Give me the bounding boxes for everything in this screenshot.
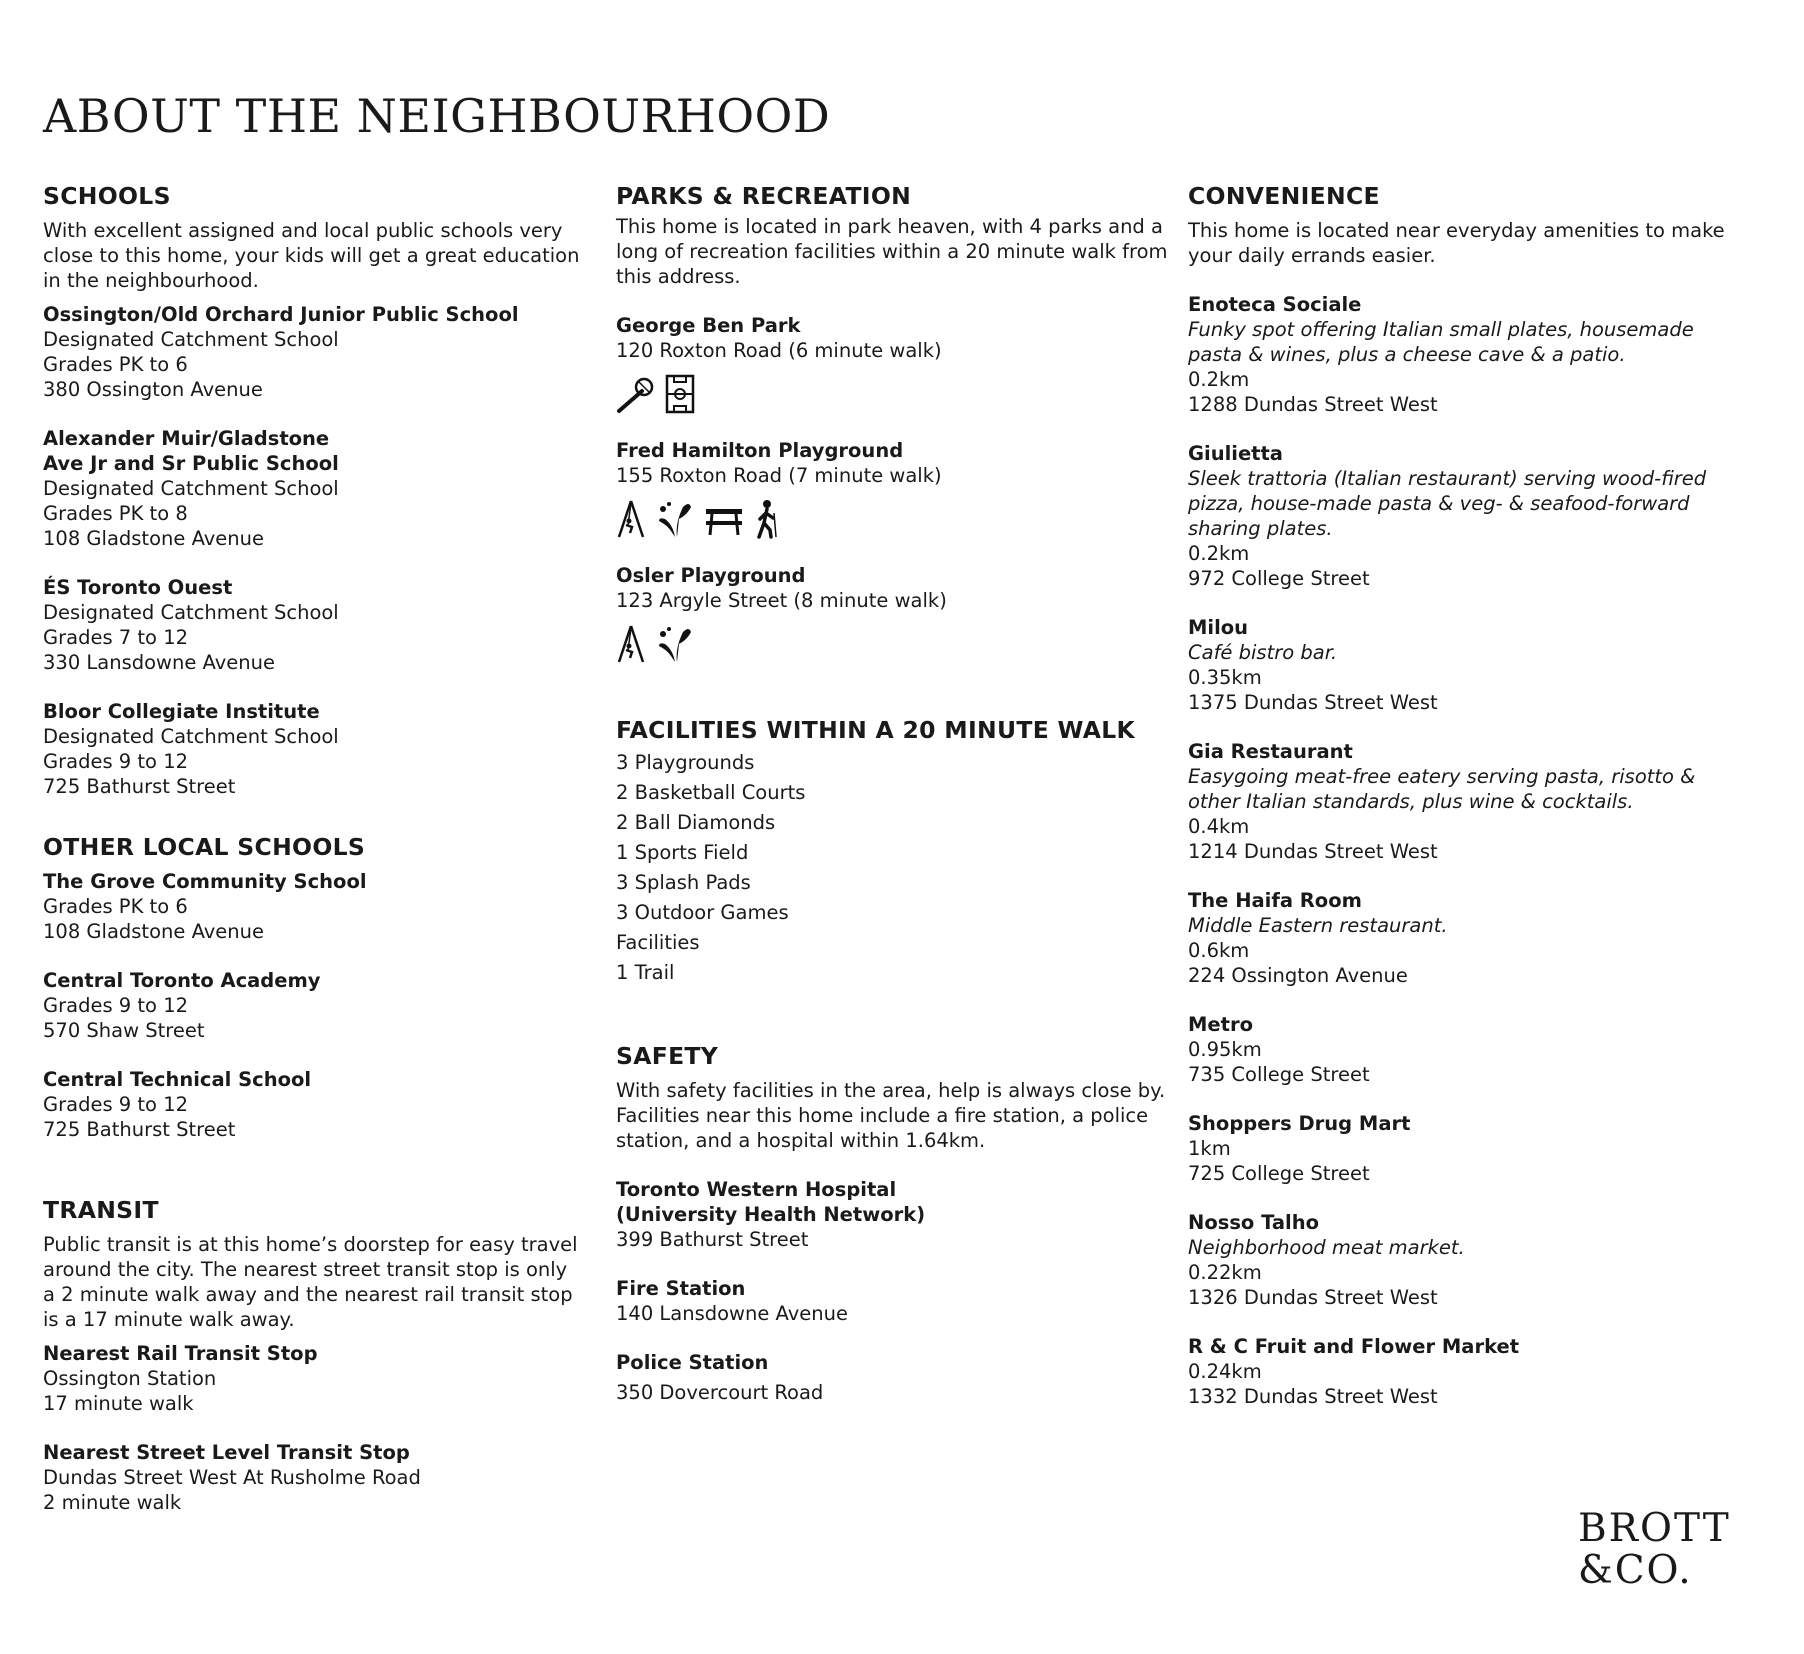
school-name: Ave Jr and Sr Public School	[43, 452, 339, 475]
list-item: 3 Outdoor Games	[616, 901, 789, 924]
transit-label: Nearest Street Level Transit Stop	[43, 1441, 410, 1464]
amenity-distance: 0.4km	[1188, 815, 1250, 838]
amenity-name: The Haifa Room	[1188, 889, 1362, 912]
amenity-address: 1288 Dundas Street West	[1188, 393, 1438, 416]
splash-pad-icon	[655, 499, 695, 539]
parks-intro: This home is located in park heaven, with 4 parks and a long of recreation facilities within a 20 minute walk from this address.	[616, 215, 1168, 288]
school-grades: Grades 7 to 12	[43, 626, 189, 649]
section-heading-facilities: FACILITIES WITHIN A 20 MINUTE WALK	[616, 716, 1135, 744]
section-heading-parks: PARKS & RECREATION	[616, 182, 912, 210]
school-address: 330 Lansdowne Avenue	[43, 651, 276, 674]
amenity-distance: 0.35km	[1188, 666, 1262, 689]
amenity-item	[1188, 739, 1748, 864]
safety-name: Fire Station	[616, 1277, 746, 1300]
page-title: ABOUT THE NEIGHBOURHOOD	[43, 89, 831, 143]
transit-walk: 2 minute walk	[43, 1491, 182, 1514]
schools-intro: With excellent assigned and local public schools very close to this home, your kids will get a great education in the neighbourhood.	[43, 219, 580, 292]
amenity-address: 1332 Dundas Street West	[1188, 1385, 1438, 1408]
amenity-distance: 1km	[1188, 1137, 1231, 1160]
amenity-name: Giulietta	[1188, 442, 1283, 465]
amenity-item	[1188, 888, 1748, 988]
school-type: Designated Catchment School	[43, 601, 339, 624]
list-item: 2 Ball Diamonds	[616, 811, 776, 834]
section-heading-schools: SCHOOLS	[43, 182, 171, 210]
school-item	[43, 1067, 583, 1142]
amenity-distance: 0.24km	[1188, 1360, 1262, 1383]
park-name: Osler Playground	[616, 564, 806, 587]
logo-line: &CO.	[1578, 1548, 1693, 1593]
facilities-list	[616, 748, 1176, 988]
safety-address: 399 Bathurst Street	[616, 1228, 809, 1251]
logo-line: BROTT	[1578, 1506, 1731, 1551]
amenity-description: Café bistro bar.	[1188, 641, 1338, 664]
transit-station: Dundas Street West At Rusholme Road	[43, 1466, 421, 1489]
amenity-distance: 0.6km	[1188, 939, 1250, 962]
amenity-item	[1188, 1210, 1748, 1310]
swing-icon	[616, 624, 646, 664]
trail-walker-icon	[753, 499, 779, 539]
safety-name: Toronto Western Hospital	[616, 1178, 897, 1201]
amenity-address: 1214 Dundas Street West	[1188, 840, 1438, 863]
park-name: George Ben Park	[616, 314, 801, 337]
school-address: 380 Ossington Avenue	[43, 378, 263, 401]
park-address: 123 Argyle Street (8 minute walk)	[616, 589, 947, 612]
amenity-address: 1326 Dundas Street West	[1188, 1286, 1438, 1309]
amenity-distance: 0.2km	[1188, 542, 1250, 565]
amenity-name: R & C Fruit and Flower Market	[1188, 1335, 1520, 1358]
school-name: Central Toronto Academy	[43, 969, 321, 992]
amenity-item	[1188, 1334, 1748, 1409]
swing-icon	[616, 499, 646, 539]
school-address: 570 Shaw Street	[43, 1019, 205, 1042]
school-grades: Grades 9 to 12	[43, 994, 189, 1017]
amenity-name: Nosso Talho	[1188, 1211, 1320, 1234]
baseball-icon	[616, 374, 656, 414]
school-grades: Grades PK to 8	[43, 502, 188, 525]
amenity-item	[1188, 292, 1748, 417]
safety-intro: With safety facilities in the area, help is always close by. Facilities near this home include a fire station, a police station, and a hospital within 1.64km.	[616, 1079, 1166, 1152]
school-item	[43, 302, 583, 402]
school-grades: Grades PK to 6	[43, 353, 188, 376]
school-name: Ossington/Old Orchard Junior Public School	[43, 303, 519, 326]
park-item	[616, 313, 1176, 414]
school-address: 725 Bathurst Street	[43, 1118, 236, 1141]
amenity-name: Milou	[1188, 616, 1249, 639]
amenity-item	[1188, 441, 1748, 591]
amenity-item	[1188, 615, 1748, 715]
section-heading-convenience: CONVENIENCE	[1188, 182, 1380, 210]
safety-address: 140 Lansdowne Avenue	[616, 1302, 849, 1325]
amenity-description: Funky spot offering Italian small plates, housemade pasta & wines, plus a cheese cave & a patio.	[1188, 318, 1694, 366]
park-item	[616, 563, 1176, 664]
amenity-distance: 0.95km	[1188, 1038, 1262, 1061]
amenity-address: 735 College Street	[1188, 1063, 1370, 1086]
school-address: 725 Bathurst Street	[43, 775, 236, 798]
amenity-description: Neighborhood meat market.	[1188, 1236, 1465, 1259]
school-name: ÉS Toronto Ouest	[43, 576, 233, 599]
park-amenity-icons	[616, 624, 1176, 664]
picnic-table-icon	[704, 499, 744, 539]
section-heading-other-schools: OTHER LOCAL SCHOOLS	[43, 833, 366, 861]
column-convenience	[1188, 178, 1748, 1409]
list-item: 3 Playgrounds	[616, 751, 755, 774]
school-grades: Grades 9 to 12	[43, 750, 189, 773]
school-item	[43, 426, 583, 551]
transit-intro: Public transit is at this home’s doorstep for easy travel around the city. The nearest street transit stop is only a 2 minute walk away and the nearest rail transit stop is a 17 minute walk away.	[43, 1233, 578, 1331]
amenity-item	[1188, 1111, 1748, 1186]
amenity-description: Middle Eastern restaurant.	[1188, 914, 1448, 937]
school-name: Central Technical School	[43, 1068, 312, 1091]
amenity-address: 725 College Street	[1188, 1162, 1370, 1185]
amenity-name: Enoteca Sociale	[1188, 293, 1362, 316]
section-heading-safety: SAFETY	[616, 1042, 719, 1070]
school-grades: Grades 9 to 12	[43, 1093, 189, 1116]
amenity-description: Sleek trattoria (Italian restaurant) serving wood-fired pizza, house-made pasta & veg- & seafood-forward sharing plates.	[1188, 467, 1707, 540]
convenience-intro: This home is located near everyday amenities to make your daily errands easier.	[1188, 219, 1725, 267]
transit-station: Ossington Station	[43, 1367, 217, 1390]
school-type: Designated Catchment School	[43, 328, 339, 351]
school-name: Bloor Collegiate Institute	[43, 700, 320, 723]
list-item: Facilities	[616, 931, 700, 954]
school-item	[43, 699, 583, 799]
amenity-address: 972 College Street	[1188, 567, 1370, 590]
safety-name: (University Health Network)	[616, 1203, 926, 1226]
list-item: 1 Sports Field	[616, 841, 749, 864]
park-amenity-icons	[616, 374, 1176, 414]
amenity-name: Gia Restaurant	[1188, 740, 1353, 763]
splash-pad-icon	[655, 624, 695, 664]
amenity-distance: 0.22km	[1188, 1261, 1262, 1284]
amenity-item	[1188, 1012, 1748, 1087]
amenity-address: 1375 Dundas Street West	[1188, 691, 1438, 714]
sports-field-icon	[665, 374, 695, 414]
transit-item-rail	[43, 1341, 583, 1416]
list-item: 2 Basketball Courts	[616, 781, 806, 804]
school-type: Designated Catchment School	[43, 725, 339, 748]
safety-name: Police Station	[616, 1351, 769, 1374]
list-item: 1 Trail	[616, 961, 675, 984]
school-address: 108 Gladstone Avenue	[43, 527, 265, 550]
amenity-distance: 0.2km	[1188, 368, 1250, 391]
safety-item	[616, 1276, 1176, 1326]
section-heading-transit: TRANSIT	[43, 1196, 159, 1224]
safety-item	[616, 1350, 1176, 1405]
transit-label: Nearest Rail Transit Stop	[43, 1342, 318, 1365]
school-type: Designated Catchment School	[43, 477, 339, 500]
transit-walk: 17 minute walk	[43, 1392, 194, 1415]
column-schools-transit	[43, 178, 583, 1515]
park-address: 155 Roxton Road (7 minute walk)	[616, 464, 942, 487]
park-address: 120 Roxton Road (6 minute walk)	[616, 339, 942, 362]
amenity-name: Metro	[1188, 1013, 1253, 1036]
school-item	[43, 968, 583, 1043]
amenity-name: Shoppers Drug Mart	[1188, 1112, 1411, 1135]
safety-address: 350 Dovercourt Road	[616, 1381, 824, 1404]
park-amenity-icons	[616, 499, 1176, 539]
park-item	[616, 438, 1176, 539]
school-grades: Grades PK to 6	[43, 895, 188, 918]
brand-logo	[1578, 1508, 1731, 1592]
amenity-description: Easygoing meat-free eatery serving pasta, risotto & other Italian standards, plus wine & cocktails.	[1188, 765, 1696, 813]
school-item	[43, 869, 583, 944]
safety-item	[616, 1177, 1176, 1252]
school-name: Alexander Muir/Gladstone	[43, 427, 330, 450]
list-item: 3 Splash Pads	[616, 871, 751, 894]
school-name: The Grove Community School	[43, 870, 367, 893]
amenity-address: 224 Ossington Avenue	[1188, 964, 1408, 987]
school-item	[43, 575, 583, 675]
transit-item-street	[43, 1440, 583, 1515]
column-parks-safety	[616, 178, 1176, 1405]
school-address: 108 Gladstone Avenue	[43, 920, 265, 943]
park-name: Fred Hamilton Playground	[616, 439, 904, 462]
